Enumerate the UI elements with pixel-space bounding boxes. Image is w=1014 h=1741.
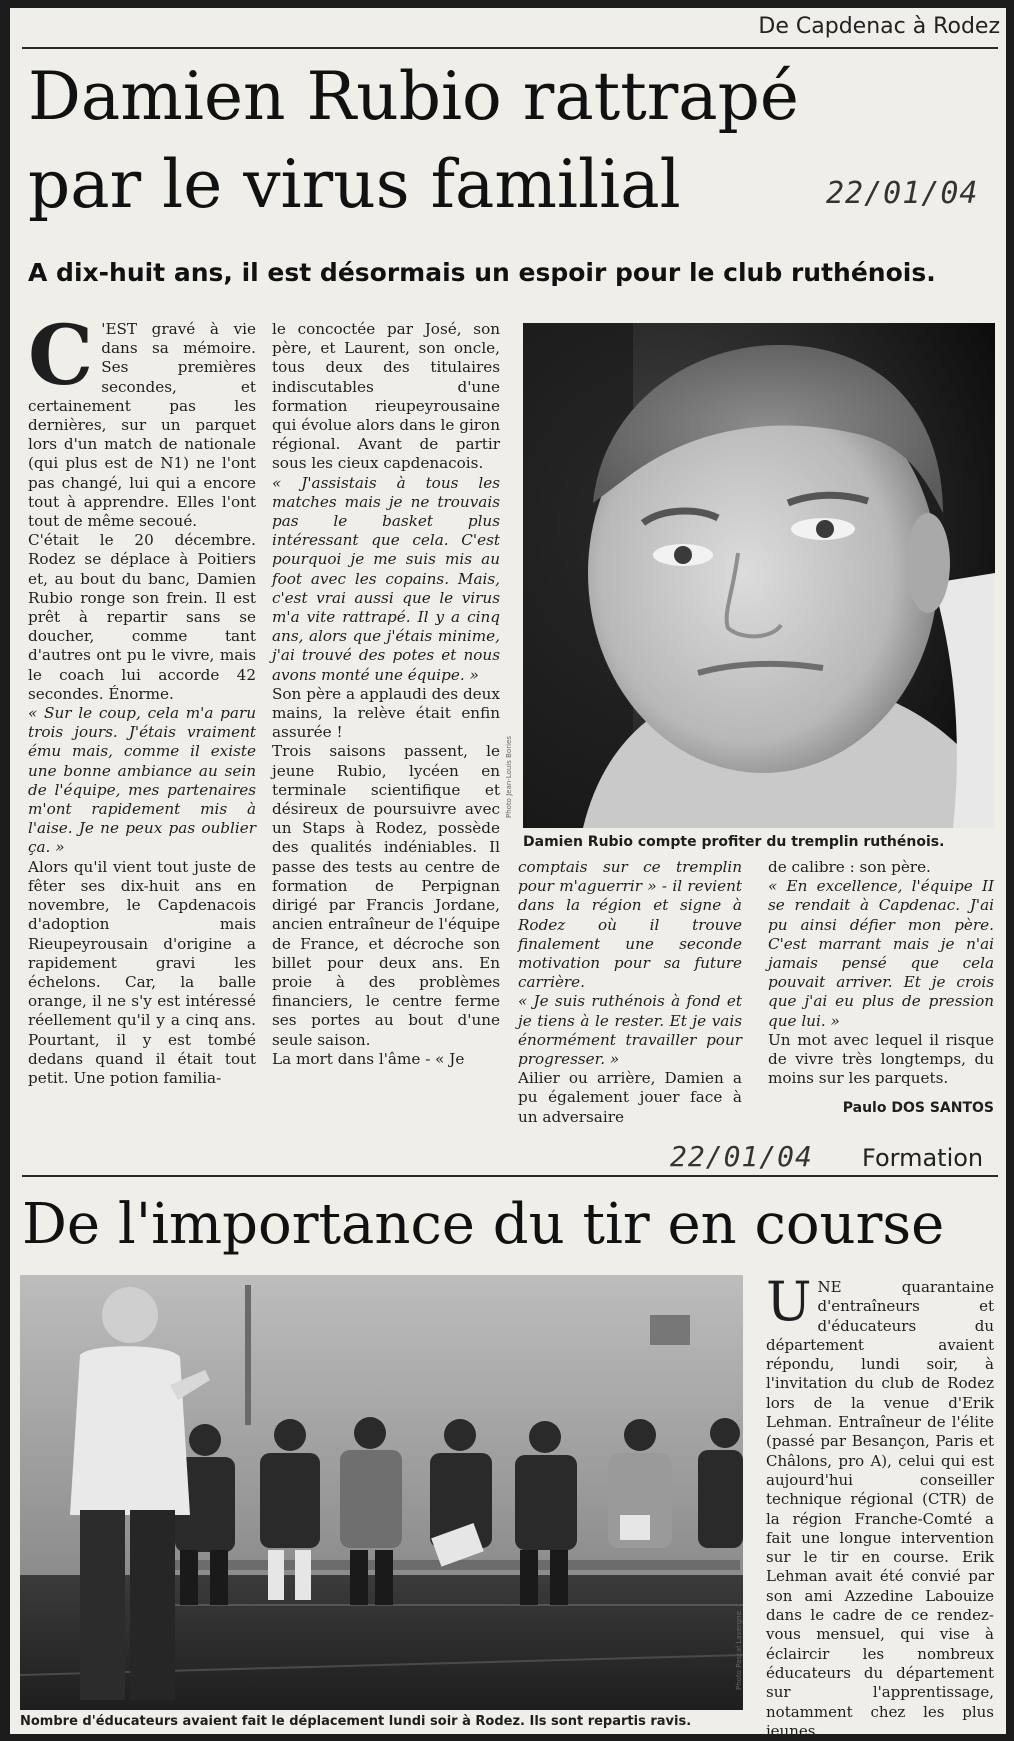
paragraph: Son père a applaudi des deux mains, la relève était enfin assurée ! [272,684,500,742]
handwritten-date: 22/01/04 [826,176,979,211]
article-2-body [766,1270,994,1741]
article-column-2 [272,320,500,1069]
paragraph: C'était le 20 décembre. Rodez se déplace à Poitiers et, au bout du banc, Damien Rubio ronge son frein. Il est prêt à repartir sans se doucher, comme tant d'autres ont pu le vivre, mais le coach lui accorde 42 secondes. Énorme. [28,531,256,703]
section-label-2: Formation [862,1144,984,1172]
quote-paragraph: « Sur le coup, cela m'a paru trois jours. J'étais vraiment ému mais, comme il existe une bonne ambiance au sein de l'équipe, mes partenaires m'ont rapidement mis à l'aise. Je ne peux pas oublier ça. » [28,704,256,857]
paragraph: Ailier ou arrière, Damien a pu également jouer face à un adversaire [518,1069,742,1126]
paragraph: NE quarantaine d'entraîneurs et d'éducateurs du département avaient répondu, lundi soir, à l'invitation du club de Rodez lors de la venue d'Erik Lehman. Entraîneur de l'élite (passé par Besançon, Paris et Châlons, pro A), celui qui est aujourd'hui conseiller technique régional (CTR) de la région Franche-Comté a fait une longue intervention sur le tir en course. Erik Lehman avait été convié par son ami Azzedine Labouize dans le cadre de ce rendez-vous mensuel, qui vise à éclaircir les nombreux éducateurs du département sur l'apprentissage, notamment chez les plus jeunes. [766,1278,994,1740]
quote-paragraph: comptais sur ce tremplin pour m'aguerrir » - il revient dans la région et signe à Rodez où il trouve finalement une seconde motivation pour sa future carrière. [518,858,742,992]
section-label: De Capdenac à Rodez [758,14,1000,39]
author-byline: Paulo DOS SANTOS [842,1100,994,1116]
photo-credit-2: Photo Pascal Lavergne [735,1611,743,1690]
paragraph: Alors qu'il vient tout juste de fêter ses dix-huit ans en novembre, le Capdenacois d'adoption mais Rieupeyrousain d'origine a rapidement gravi les échelons. Car, la balle orange, il ne s'y est intéressé réellement qu'il y a cinq ans. Pourtant, il y est tombé dedans quand il était tout petit. Une potion familia- [28,857,256,1087]
handwritten-date-2: 22/01/04 [670,1140,813,1173]
group-photo [20,1275,743,1710]
paragraph: 'EST gravé à vie dans sa mémoire. Ses premières secondes, et certainement pas les dernières, sur un parquet lors d'un match de nationale (qui plus est de N1) ne l'ont pas changé, lui qui a encore tout à apprendre. Elles l'ont tout de même secoué. [28,320,256,531]
paragraph: le concoctée par José, son père, et Laurent, son oncle, tous deux des titulaires indiscutables d'une formation rieupeyrousaine qui évolue alors dans le giron régional. Avant de partir sous les cieux capdenacois. [272,320,500,473]
article-column-3 [518,858,742,1127]
header-rule [22,47,998,49]
quote-paragraph: « En excellence, l'équipe II se rendait à Capdenac. J'ai pu ainsi défier mon père. C'est marrant mais je n'ai jamais pensé que cela pouvait arriver. Et je crois que j'ai eu plus de pression que lui. » [768,877,994,1030]
paragraph: Trois saisons passent, le jeune Rubio, lycéen en terminale scientifique et désireux de poursuivre avec un Staps à Rodez, possède des qualités indéniables. Il passe des tests au centre de formation de Perpignan dirigé par Francis Jordane, ancien entraîneur de l'équipe de France, et décroche son billet pour deux ans. En proie à des problèmes financiers, le centre ferme ses portes au bout d'une seule saison. [272,742,500,1049]
article-column-4 [768,858,994,1088]
portrait-photo [523,323,995,828]
photo-caption: Damien Rubio compte profiter du tremplin ruthénois. [523,834,945,850]
headline-line-1: Damien Rubio rattrapé [28,58,799,135]
quote-paragraph: « Je suis ruthénois à fond et je tiens à le rester. Et je vais énormément travailler pour progresser. » [518,992,742,1069]
paragraph: La mort dans l'âme - « Je [272,1049,465,1068]
photo-credit: Photo Jean-Louis Bories [505,736,513,818]
paragraph: de calibre : son père. [768,858,931,876]
headline-2: De l'importance du tir en course [22,1192,945,1257]
dropcap-2: U [766,1270,812,1333]
article-column-1 [28,308,256,1088]
header-rule-2 [22,1175,998,1177]
headline-line-2: par le virus familial [28,146,681,223]
quote-paragraph: « J'assistais à tous les matches mais je ne trouvais pas le basket plus intéressant que cela. C'est pourquoi je me suis mis au foot avec les copains. Mais, c'est vrai aussi que le virus m'a vite rattrapé. Il y a cinq ans, alors que j'étais minime, j'ai trouvé des potes et nous avons monté une équipe. » [272,473,500,684]
dropcap: C [28,308,94,404]
paragraph: Un mot avec lequel il risque de vivre très longtemps, du moins sur les parquets. [768,1030,994,1088]
subheadline: A dix-huit ans, il est désormais un espoir pour le club ruthénois. [28,258,936,287]
photo-caption-2: Nombre d'éducateurs avaient fait le déplacement lundi soir à Rodez. Ils sont repartis ravis. [20,1714,692,1729]
